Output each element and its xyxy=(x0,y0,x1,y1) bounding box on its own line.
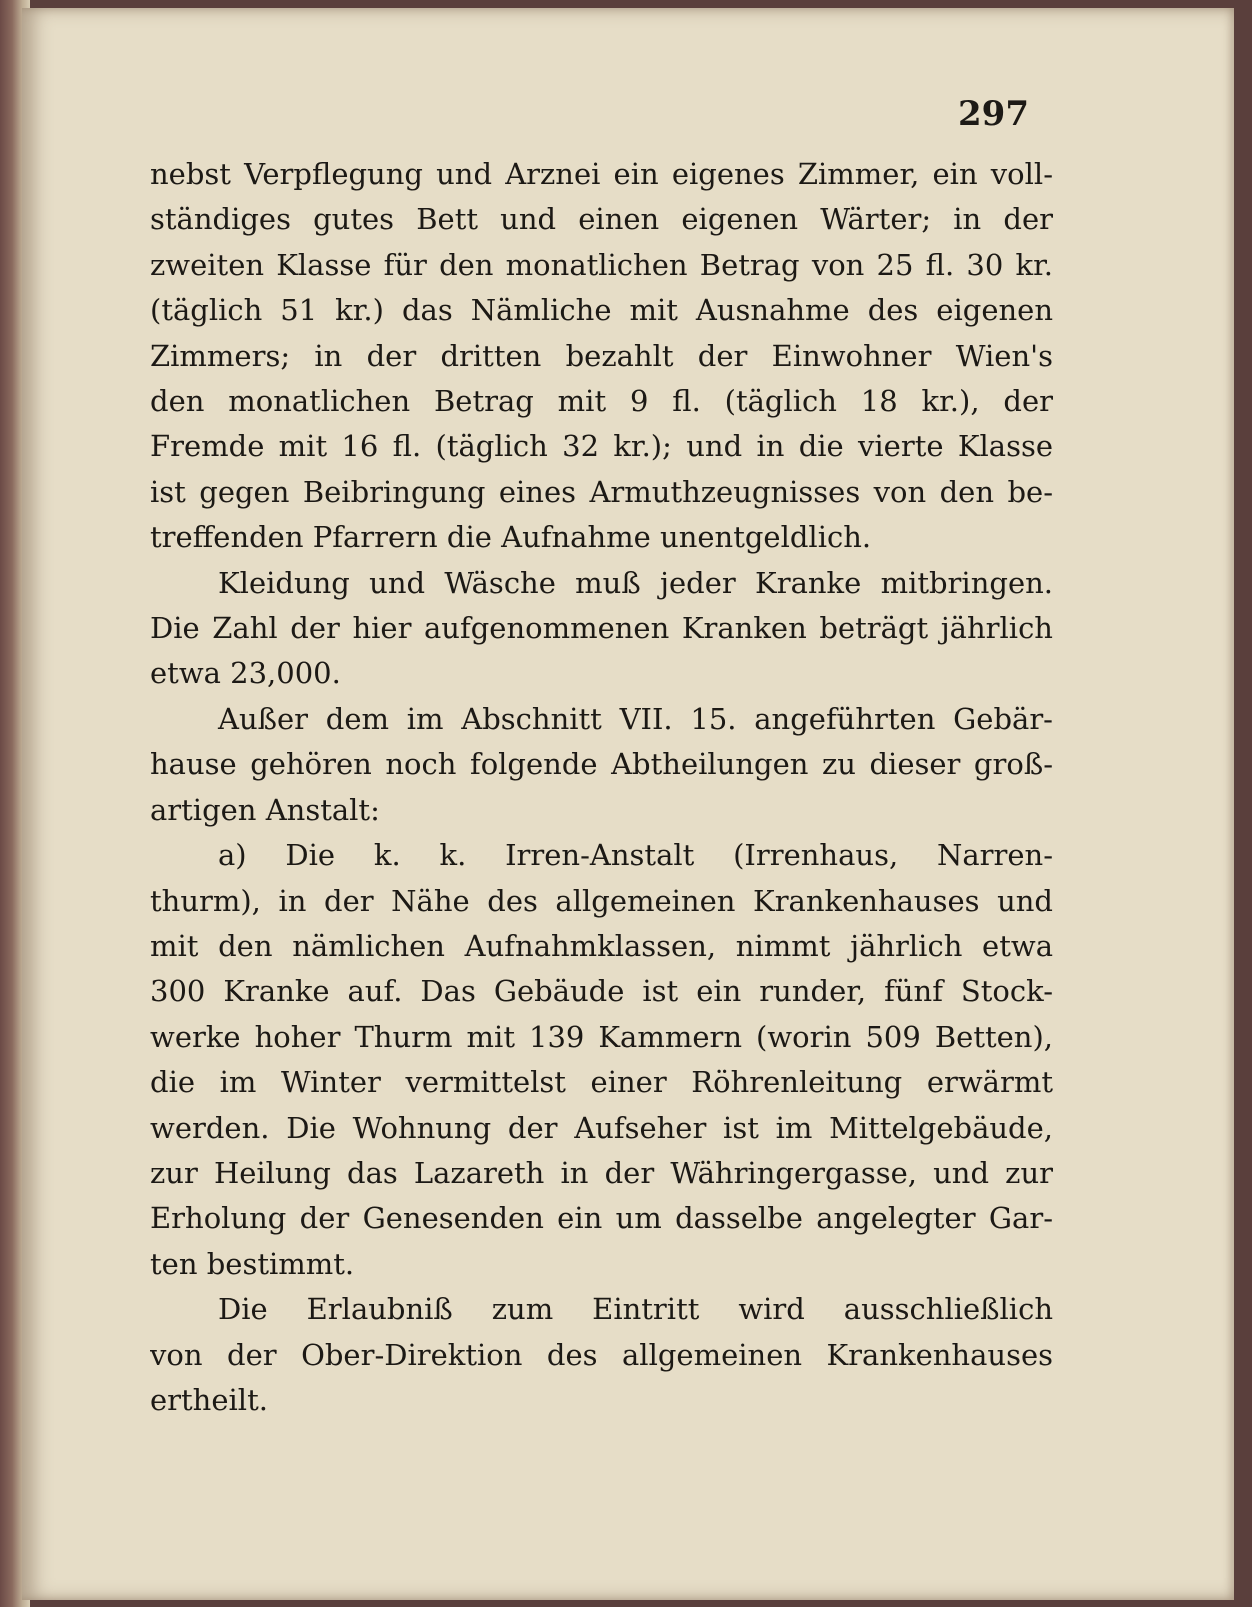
text-line: (täglich 51 kr.) das Nämliche mit Ausnahme des eigenen xyxy=(150,293,1053,328)
text-line: etwa 23,000. xyxy=(150,656,341,691)
text-line: Kleidung und Wäsche muß jeder Kranke mitbringen. xyxy=(218,565,1053,600)
page-number: 297 xyxy=(958,94,1029,134)
text-line: Außer dem im Abschnitt VII. 15. angeführten Gebär- xyxy=(218,701,1053,736)
body-text xyxy=(150,152,1053,1423)
text-line: hause gehören noch folgende Abtheilungen zu dieser groß- xyxy=(150,747,1053,782)
text-line: von der Ober-Direktion des allgemeinen Krankenhauses xyxy=(150,1337,1053,1372)
text-line: zweiten Klasse für den monatlichen Betrag von 25 fl. 30 kr. xyxy=(150,247,1053,282)
text-line: zur Heilung das Lazareth in der Währingergasse, und zur xyxy=(150,1155,1053,1190)
text-line: den monatlichen Betrag mit 9 fl. (täglich 18 kr.), der xyxy=(150,384,1053,419)
text-line: nebst Verpflegung und Arznei ein eigenes Zimmer, ein voll- xyxy=(150,157,1053,191)
text-line: treffenden Pfarrern die Aufnahme unentgeldlich. xyxy=(150,520,872,555)
book-page xyxy=(22,8,1234,1600)
text-line: Die Erlaubniß zum Eintritt wird ausschließlich xyxy=(218,1292,1053,1327)
text-line: Erholung der Genesenden ein um dasselbe angelegter Gar- xyxy=(150,1201,1053,1236)
text-line: werke hoher Thurm mit 139 Kammern (worin 509 Betten), xyxy=(150,1019,1053,1054)
text-line: artigen Anstalt: xyxy=(150,792,380,827)
text-line: thurm), in der Nähe des allgemeinen Krankenhauses und xyxy=(150,883,1053,918)
text-line: Fremde mit 16 fl. (täglich 32 kr.); und in die vierte Klasse xyxy=(150,429,1053,464)
text-line: ständiges gutes Bett und einen eigenen Wärter; in der xyxy=(150,202,1053,237)
text-line: ist gegen Beibringung eines Armuthzeugnisses von den be- xyxy=(150,474,1053,509)
text-line: ertheilt. xyxy=(150,1382,268,1417)
text-line: mit den nämlichen Aufnahmklassen, nimmt jährlich etwa xyxy=(150,928,1053,963)
text-line: a) Die k. k. Irren-Anstalt (Irrenhaus, Narren- xyxy=(218,838,1053,873)
text-line: die im Winter vermittelst einer Röhrenleitung erwärmt xyxy=(150,1065,1053,1100)
text-line: Die Zahl der hier aufgenommenen Kranken beträgt jährlich xyxy=(150,611,1053,646)
text-line: werden. Die Wohnung der Aufseher ist im Mittelgebäude, xyxy=(150,1110,1053,1145)
text-line: ten bestimmt. xyxy=(150,1246,355,1281)
text-line: Zimmers; in der dritten bezahlt der Einwohner Wien's xyxy=(150,338,1053,373)
text-line: 300 Kranke auf. Das Gebäude ist ein runder, fünf Stock- xyxy=(150,974,1053,1009)
